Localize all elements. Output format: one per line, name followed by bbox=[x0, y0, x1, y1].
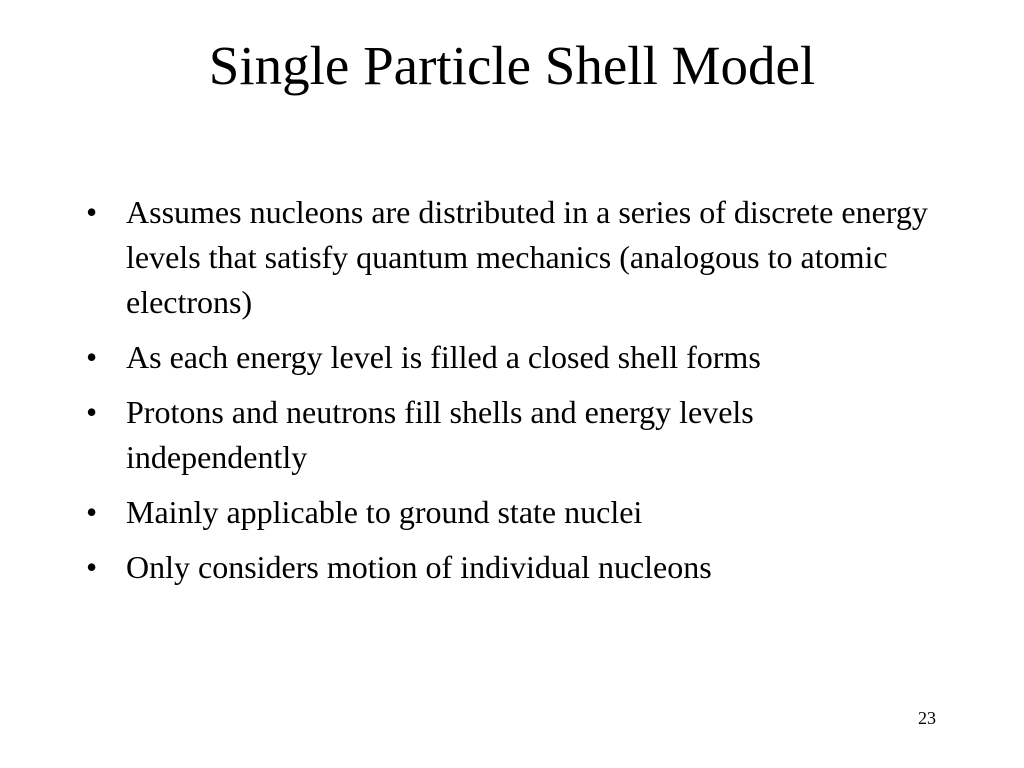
bullet-text: Only considers motion of individual nucleons bbox=[126, 549, 712, 585]
bullet-icon: • bbox=[86, 494, 98, 530]
bullet-item bbox=[86, 390, 936, 480]
bullet-text: Mainly applicable to ground state nuclei bbox=[126, 494, 643, 530]
bullet-text: Assumes nucleons are distributed in a series of discrete energy levels that satisfy quantum mechanics (analogous to atomic electrons) bbox=[126, 194, 928, 320]
bullet-icon: • bbox=[86, 549, 98, 585]
slide-title: Single Particle Shell Model bbox=[208, 35, 816, 96]
bullet-item bbox=[86, 190, 936, 325]
bullet-item bbox=[86, 335, 936, 380]
bullet-item bbox=[86, 490, 936, 535]
bullet-text: As each energy level is filled a closed shell forms bbox=[126, 339, 761, 375]
bullet-text: Protons and neutrons fill shells and energy levels independently bbox=[126, 394, 754, 475]
bullet-icon: • bbox=[86, 394, 98, 430]
bullet-list bbox=[86, 190, 936, 600]
bullet-icon: • bbox=[86, 339, 98, 375]
bullet-item bbox=[86, 545, 936, 590]
bullet-icon: • bbox=[86, 194, 98, 230]
page-number: 23 bbox=[918, 708, 936, 728]
